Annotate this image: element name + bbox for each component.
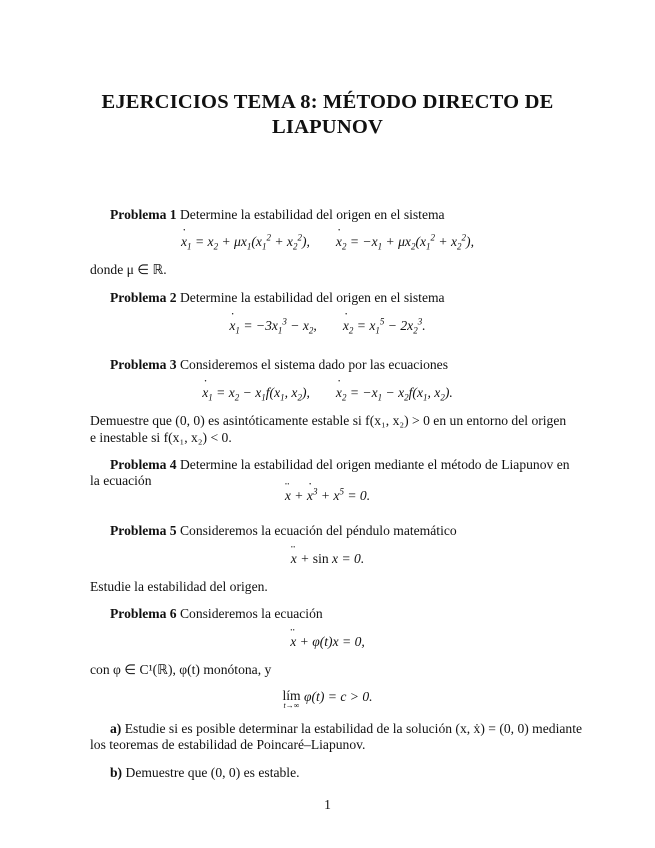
problem-1-equation: ˙ $x_1 = x_2 + \mu x_1(x_1^2$ + $x_2^2),˙$ $x_2 = -x_1 + \mu x_2(x_1^2 + x_2^2)$, [0,234,655,250]
problem-6-part-b [110,765,300,781]
problem-4-label: Problema 4 [110,457,177,472]
problem-6-equation: ¨ x + φ(t)x = 0, [0,634,655,650]
problem-1-statement [110,207,445,223]
problem-4-text-line-2: la ecuación [90,473,152,488]
problem-6-part-a-line-2: los teoremas de estabilidad de Poincaré–Liapunov. [90,737,366,752]
problem-6-limit-equation: lím t→∞ φ(t) = c > 0. [282,688,373,710]
problem-6-after: con φ ∈ C¹(ℝ), φ(t) monótona, y [90,662,272,677]
problem-2-statement [110,290,445,306]
problem-3-after-line-1: Demuestre que (0, 0) es asintóticamente estable si f(x₁, x₂) > 0 en un entorno del origen [90,413,567,428]
problem-1-text: Determine la estabilidad del origen en el sistema [179,207,445,222]
problem-5-after: Estudie la estabilidad del origen. [90,579,268,594]
problem-1-label: Problema 1 [110,207,177,222]
problem-3-text: Consideremos el sistema dado por las ecuaciones [179,357,449,372]
problem-6-text: Consideremos la ecuación [179,606,323,621]
page-number: 1 [324,797,331,812]
part-a-text: Estudie si es posible determinar la estabilidad de la solución (x, ẋ) = (0, 0) mediante [124,721,583,736]
problem-3-label: Problema 3 [110,357,177,372]
problem-2-label: Problema 2 [110,290,177,305]
problem-6-statement [110,606,323,622]
page-title [60,90,595,140]
problem-6-label: Problema 6 [110,606,177,621]
title-line-1: EJERCICIOS TEMA 8: MÉTODO DIRECTO DE [101,91,554,113]
problem-5-equation: ¨ x + sin x = 0. [0,551,655,567]
problem-2-text: Determine la estabilidad del origen en el sistema [179,290,445,305]
problem-4-equation: ¨ x + ˙ $x^3 + x^5 = 0$. [0,488,655,504]
problem-4-statement [110,457,570,473]
title-line-2: LIAPUNOV [272,116,383,138]
problem-6-part-a [110,721,582,737]
problem-5-text: Consideremos la ecuación del péndulo matemático [179,523,457,538]
problem-5-label: Problema 5 [110,523,177,538]
problem-3-statement [110,357,448,373]
part-a-label: a) [110,721,122,736]
problem-3-after-line-2: e inestable si f(x₁, x₂) < 0. [90,430,232,445]
problem-3-equation: ˙ $x_1 = x_2 - x_1f(x_1$, $x_2),˙$ $x_2 = -x_1 - x_2f(x_1$, $x_2$). [0,385,655,401]
problem-2-equation: ˙ $x_1 = -3x_1^3$ − $x_2,˙$ $x_2 = x_1^5 - 2x_2^3$. [0,318,655,334]
problem-5-statement [110,523,457,539]
problem-4-text: Determine la estabilidad del origen mediante el método de Liapunov en [179,457,570,472]
part-b-text: Demuestre que (0, 0) es estable. [125,765,300,780]
problem-1-after: donde μ ∈ ℝ. [90,262,167,277]
part-b-label: b) [110,765,123,780]
